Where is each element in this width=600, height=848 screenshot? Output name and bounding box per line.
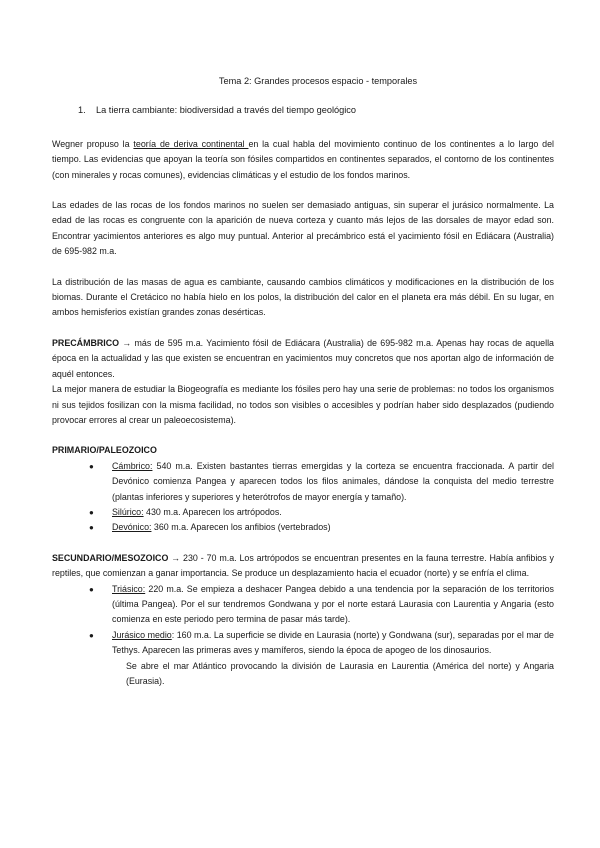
section-label: La tierra cambiante: biodiversidad a través del tiempo geológico [96, 105, 356, 116]
triasico-text: 220 m.a. Se empieza a deshacer Pangea debido a una tendencia por la separación de los territorios (última Pangea). Por el sur tendremos Gondwana y por el norte estará Laurasia con Laurentia y Angaria (esto comienza en este periodo pero termina de pasar más tarde). [112, 583, 554, 625]
deriva-continental-term: teoría de deriva continental [133, 138, 249, 149]
primario-heading-text: PRIMARIO/PALEOZOICO [52, 445, 157, 456]
jurasico-continuation [52, 659, 554, 690]
list-item-silurico [52, 505, 554, 520]
silurico-term: Silúrico: [112, 506, 144, 517]
list-item-devonico [52, 520, 554, 535]
silurico-text: 430 m.a. Aparecen los artrópodos. [143, 506, 282, 517]
jurasico-text: : 160 m.a. La superficie se divide en Laurasia (norte) y Gondwana (sur), separadas por el mar de Tethys. Aparecen las primeras aves y mamíferos, siendo la época de apogeo de los dinosaurios. [112, 629, 554, 656]
bullet-icon: ● [89, 507, 94, 517]
paragraph-precambrico [52, 336, 554, 382]
bullet-icon: ● [89, 461, 94, 471]
section-number: 1. [78, 105, 86, 116]
paragraph-secundario [52, 551, 554, 582]
triasico-term: Triásico: [112, 583, 146, 594]
cambrico-term: Cámbrico: [112, 460, 153, 471]
list-item-triasico [52, 582, 554, 628]
paragraph-biogeografia: La mejor manera de estudiar la Biogeografía es mediante los fósiles pero hay una serie de problemas: no todos los organismos ni sus tejidos fosilizan con la misma facilidad, no todos son visibles o accesibles y podrían haber sido desplazados (pudiendo provocar errores al crear un paleoecosistema). [52, 384, 554, 425]
paragraph-deriva-pre: Wegner propuso la [52, 138, 134, 149]
paragraph-deriva [52, 137, 554, 183]
primario-list [52, 459, 554, 536]
secundario-text: 230 - 70 m.a. Los artrópodos se encuentran presentes en la fauna terrestre. Había anfibios y reptiles, que comienzan a ganar importancia. Se produce un desplazamiento hacia el ecuador (norte) y se enfría el clima. [52, 552, 554, 579]
list-item-jurasico [52, 628, 554, 659]
precambrico-text: más de 595 m.a. Yacimiento fósil de Ediácara (Australia) de 695-982 m.a. Apenas hay rocas de aquella época en la actualidad y las que existen se encuentran en yacimientos muy concretos que nos aportan algo de información de aquél entonces. [52, 337, 554, 379]
paragraph-masas-agua: La distribución de las masas de agua es cambiante, causando cambios climáticos y modificaciones en la distribución de los biomas. Durante el Cretácico no había hielo en los polos, la distribución del calor en el planeta era más débil. En su lugar, en ambos hemisferios existían grandes zonas desérticas. [52, 276, 554, 318]
secundario-list [52, 582, 554, 659]
devonico-text: 360 m.a. Aparecen los anfibios (vertebrados) [151, 522, 331, 533]
jurasico-term: Jurásico medio [112, 629, 172, 640]
secundario-heading: SECUNDARIO/MESOZOICO [52, 552, 169, 563]
paragraph-rocas: Las edades de las rocas de los fondos marinos no suelen ser demasiado antiguas, sin superar el jurásico normalmente. La edad de las rocas es congruente con la aparición de nueva corteza y cuanto más lejos de las dorsales de mayor edad son. Encontrar yacimientos anteriores es algo muy puntual. Anterior al precámbrico está el yacimiento fósil en Ediácara (Australia) de 695-982 m.a. [52, 200, 554, 257]
devonico-term: Devónico: [112, 522, 152, 533]
atlantico-text: Se abre el mar Atlántico provocando la división de Laurasia en Laurentia (América del norte) y Angaria (Eurasia). [126, 660, 554, 686]
precambrico-arrow: → [119, 337, 135, 348]
bullet-icon: ● [89, 523, 94, 533]
cambrico-text: 540 m.a. Existen bastantes tierras emergidas y la corteza se encuentra fraccionada. A partir del Devónico comienza Pangea y aparecen todos los filos animales, dándose la conquista del medio terrestre (plantas inferiores y superiores y heterótrofos de mayor energía y tamaño). [112, 460, 554, 502]
section-heading [78, 103, 554, 118]
list-item-cambrico [52, 459, 554, 505]
bullet-icon: ● [89, 584, 94, 594]
page-title: Tema 2: Grandes procesos espacio - temporales [218, 76, 418, 86]
bullet-icon: ● [89, 630, 94, 640]
paragraph-deriva-post: en la cual habla del movimiento continuo de los continentes a lo largo del tiempo. Las evidencias que apoyan la teoría son fósiles compartidos en continentes separados, el contorno de los continentes (con minerales y rocas comunes), evidencias climáticas y el estudio de los fondos marinos. [52, 138, 554, 180]
primario-heading [52, 443, 554, 458]
precambrico-heading: PRECÁMBRICO [52, 337, 120, 348]
secundario-arrow: → [168, 552, 184, 563]
